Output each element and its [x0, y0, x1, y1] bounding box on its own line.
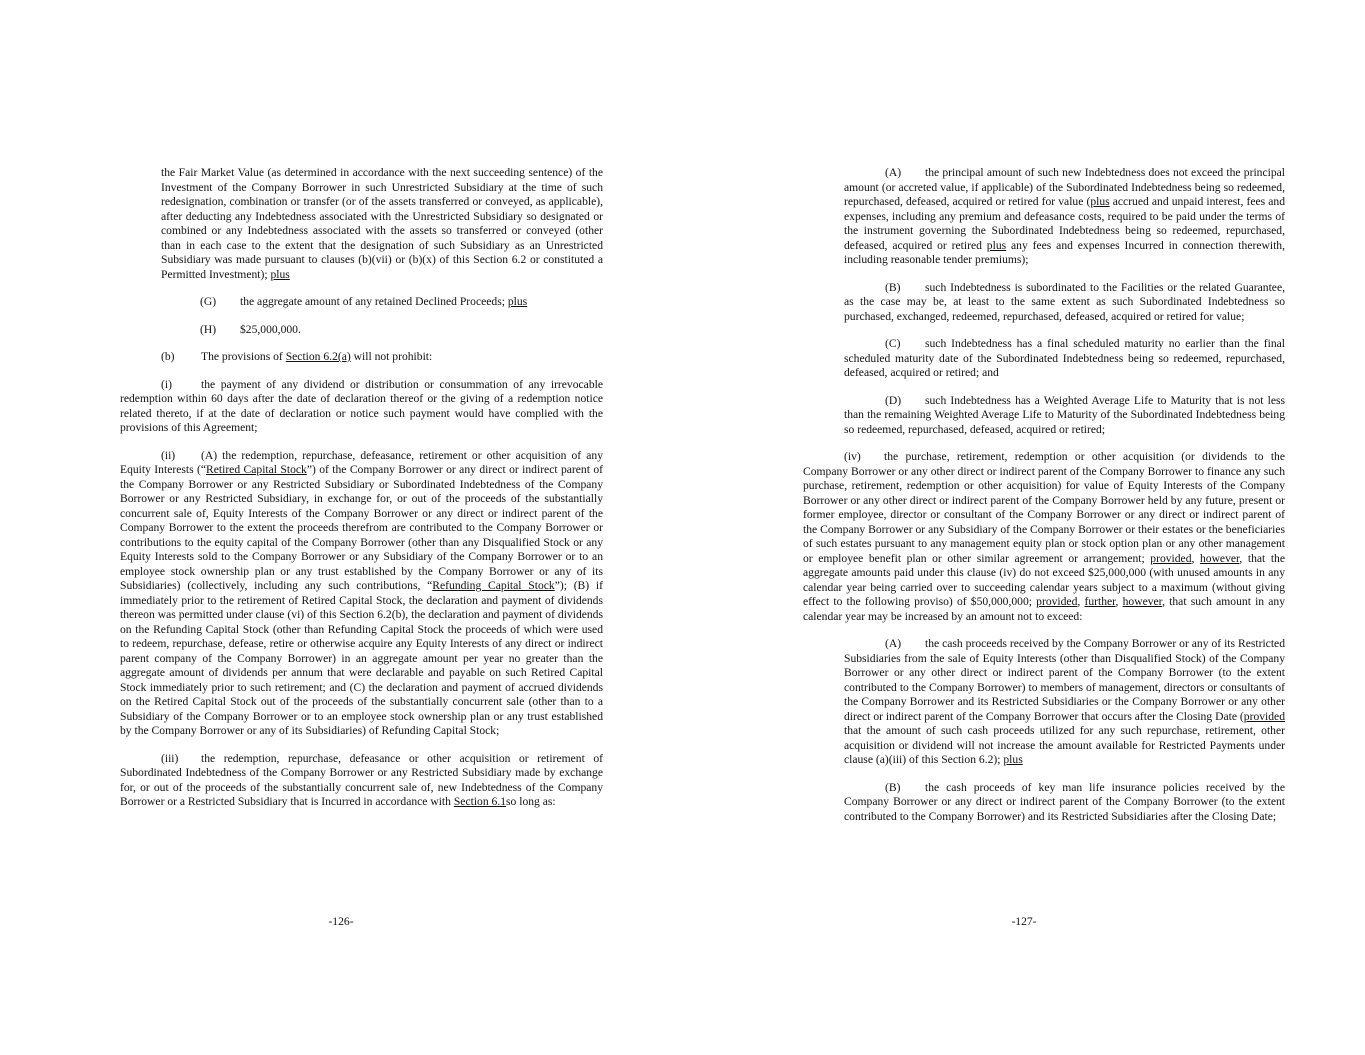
- clause-text: (A) the redemption, repurchase, defeasance, retirement or other acquisition of any Equity Interests (“: [120, 448, 603, 476]
- fair-market-value-paragraph: [120, 166, 603, 282]
- page-number: -127-: [1011, 915, 1037, 928]
- clause-text: any fees and expenses Incurred in connection therewith, including reasonable tender premiums);: [844, 238, 1285, 266]
- clause-text: the aggregate amount of any retained Declined Proceeds;: [240, 295, 508, 308]
- clause-text: such Indebtedness is subordinated to the Facilities or the related Guarantee, as the case may be, at least to the same extent as such Subordinated Indebtedness so purchased, exchanged, redeemed, repurchased, defeased, acquired or retired for value;: [844, 280, 1285, 323]
- right-text-column: [803, 166, 1285, 837]
- page-number: -126-: [328, 915, 354, 928]
- however-term: however: [1122, 595, 1163, 608]
- clause-c: [803, 337, 1285, 381]
- clause-text: , that such amount in any calendar year may be increased by an amount not to exceed:: [803, 595, 1286, 623]
- clause-text: such Indebtedness has a final scheduled maturity no earlier than the final scheduled maturity date of the Subordinated Indebtedness being so redeemed, repurchased, defeased, acquired or retired; and: [844, 337, 1285, 379]
- clause-i: [120, 378, 603, 436]
- clause-text: the purchase, retirement, redemption or other acquisition (or dividends to the Company Borrower or any other direct or indirect parent of the Company Borrower to finance any such purchase, retirement, redemption or other acquisition) for value of Equity Interests of the Company Borrower or any other direct or indirect parent of the Company Borrower held by any future, present or former employee, director or consultant of the Company Borrower or any direct or indirect parent of the Company Borrower or any Subsidiary of the Company Borrower or their estates or the beneficiaries of such estates pursuant to any management equity plan or stock option plan or any other management or employee benefit plan or other similar agreement or arrangement;: [803, 450, 1285, 565]
- clause-label: (ii): [161, 448, 176, 462]
- clause-label: (iii): [161, 751, 179, 765]
- clause-label: (i): [161, 377, 172, 391]
- clause-label: (B): [885, 280, 901, 294]
- clause-text: $25,000,000.: [240, 322, 301, 336]
- clause-text: ”); (B) if immediately prior to the retirement of Retired Capital Stock, the declaration and payment of dividends thereon was permitted under clause (vi) of this Section 6.2(b), the declaration and payment of dividends on the Refunding Capital Stock (other than Refunding Capital Stock the proceeds of which were used to redeem, repurchase, defease, retire or otherwise acquire any Equity Interests of any direct or indirect parent company of the Company Borrower) in an aggregate amount per year no greater than the aggregate amount of dividends per annum that were declarable and payable on such Retired Capital Stock immediately prior to such retirement; and (C) the declaration and payment of accrued dividends on the Retired Capital Stock out of the proceeds of the substantially concurrent sale (other than to a Subsidiary of the Company Borrower or to an employee stock ownership plan or any trust established by the Company Borrower or any of its Subsidiaries) of Refunding Capital Stock;: [120, 579, 604, 737]
- clause-text: so long as:: [506, 795, 556, 808]
- defined-term: Retired Capital Stock: [206, 463, 307, 476]
- clause-label: (G): [200, 295, 217, 308]
- right-page: [683, 0, 1365, 1055]
- left-text-column: [120, 166, 603, 823]
- clause-a-second: [803, 637, 1285, 768]
- clause-text: the principal amount of such new Indebtedness does not exceed the principal amount (or accreted value, if applicable) of the Subordinated Indebtedness being so redeemed, repurchased, defeased, acquired or retired for value (: [844, 166, 1285, 208]
- clause-d: [803, 394, 1285, 438]
- clause-text: ,: [1077, 595, 1085, 608]
- clause-a: [803, 166, 1285, 268]
- clause-text: accrued and unpaid interest, fees and expenses, including any premium and defeasance costs, required to be paid under the terms of the instrument governing the Subordinated Indebtedness being so redeemed, repurchased, defeased, acquired or retired: [844, 195, 1285, 252]
- provided-term: provided: [1036, 595, 1078, 608]
- clause-text: ”) of the Company Borrower or any direct or indirect parent of the Company Borrower or any Restricted Subsidiary or Subordinated Indebtedness of the Company Borrower or any Restricted Subsidiary, in exchange for, or out of the proceeds of the substantially concurrent sale of, Equity Interests of the Company Borrower or any direct or indirect parent of the Company Borrower to the extent the proceeds therefrom are contributed to the Company Borrower or contributions to the equity capital of the Company Borrower (other than any Disqualified Stock or any Equity Interests sold to the Company Borrower or any Subsidiary of the Company Borrower or to an employee stock ownership plan or any trust established by the Company Borrower or any of its Subsidiaries) (collectively, including any such contributions, “: [120, 463, 603, 592]
- clause-text: will not prohibit:: [350, 350, 433, 363]
- clause-text: the payment of any dividend or distribution or consummation of any irrevocable redemption within 60 days after the date of declaration thereof or the giving of a redemption notice related thereto, if at the date of declaration or notice such payment would have complied with the provisions of this Agreement;: [120, 377, 603, 434]
- defined-term: Refunding Capital Stock: [432, 579, 555, 592]
- clause-label: (B): [885, 780, 901, 794]
- clause-text: The provisions of: [201, 350, 286, 363]
- clause-iv: [803, 450, 1285, 624]
- clause-label: (A): [885, 637, 902, 650]
- further-term: further: [1084, 595, 1116, 608]
- plus-term: plus: [507, 295, 528, 308]
- clause-text: , that the aggregate amounts paid under this clause (iv) do not exceed $25,000,000 (with unused amounts in any calendar year being carried over to succeeding calendar years subject to a maximum (without giving effect to the following proviso) of $50,000,000;: [803, 551, 1285, 608]
- clause-label: (b): [161, 350, 175, 363]
- left-page: [0, 0, 682, 1055]
- clause-iii: [120, 752, 603, 810]
- clause-h: [120, 323, 603, 338]
- clause-text: the cash proceeds received by the Company Borrower or any of its Restricted Subsidiaries from the sale of Equity Interests (other than Disqualified Stock) of the Company Borrower or any other direct or indirect parent of the Company Borrower (to the extent contributed to the Company Borrower) to members of management, directors or consultants of the Company Borrower and its Restricted Subsidiaries or the Company Borrower or any other direct or indirect parent of the Company Borrower that occurs after the Closing Date (: [844, 637, 1285, 723]
- provided-term: provided: [1150, 551, 1192, 565]
- section-reference: Section 6.1: [453, 795, 507, 808]
- clause-text: ,: [1191, 551, 1200, 565]
- clause-text: the redemption, repurchase, defeasance or other acquisition or retirement of Subordinated Indebtedness of the Company Borrower or any Restricted Subsidiary made by exchange for, or out of the proceeds of the substantially concurrent sale of, new Indebtedness of the Company Borrower or a Restricted Subsidiary that is Incurred in accordance with: [120, 751, 603, 808]
- plus-term: plus: [1090, 195, 1110, 208]
- clause-b-second: [803, 781, 1285, 825]
- clause-g: [120, 295, 603, 310]
- section-reference: Section 6.2(a): [285, 350, 351, 363]
- clause-label: (A): [885, 166, 902, 179]
- clause-label: (C): [885, 337, 901, 350]
- clause-label: (D): [885, 393, 902, 407]
- clause-b-sub: [803, 281, 1285, 325]
- clause-text: such Indebtedness has a Weighted Average Life to Maturity that is not less than the remaining Weighted Average Life to Maturity of the Subordinated Indebtedness being so redeemed, repurchased, defeased, acquired or retired;: [844, 393, 1285, 436]
- clause-b: [120, 350, 603, 365]
- clause-text: the cash proceeds of key man life insurance policies received by the Company Borrower or any direct or indirect parent of the Company Borrower (to the extent contributed to the Company Borrower) and its Restricted Subsidiaries after the Closing Date;: [844, 780, 1285, 823]
- clause-label: (H): [200, 322, 217, 336]
- provided-term: provided: [1243, 709, 1285, 723]
- clause-text: ,: [1115, 595, 1123, 608]
- clause-label: (iv): [844, 450, 861, 463]
- plus-term: plus: [986, 238, 1007, 252]
- paragraph-text: the Fair Market Value (as determined in accordance with the next succeeding sentence) of the Investment of the Company Borrower in such Unrestricted Subsidiary at the time of such redesignation, combination or transfer (or of the assets transferred or conveyed, as applicable), after deducting any Indebtedness associated with the Unrestricted Subsidiary so designated or combined or any Indebtedness associated with the assets so transferred or conveyed (other than in each case to the extent that the designation of such Subsidiary as an Unrestricted Subsidiary was made pursuant to clauses (b)(vii) or (b)(x) of this Section 6.2 or constituted a Permitted Investment);: [161, 166, 603, 281]
- plus-term: plus: [1003, 753, 1023, 766]
- clause-ii: [120, 449, 603, 739]
- however-term: however: [1199, 551, 1240, 565]
- plus-term: plus: [270, 267, 290, 281]
- clause-text: that the amount of such cash proceeds utilized for any such repurchase, retirement, other acquisition or dividend will not increase the amount available for Restricted Payments under clause (a)(iii) of this Section 6.2);: [844, 724, 1285, 766]
